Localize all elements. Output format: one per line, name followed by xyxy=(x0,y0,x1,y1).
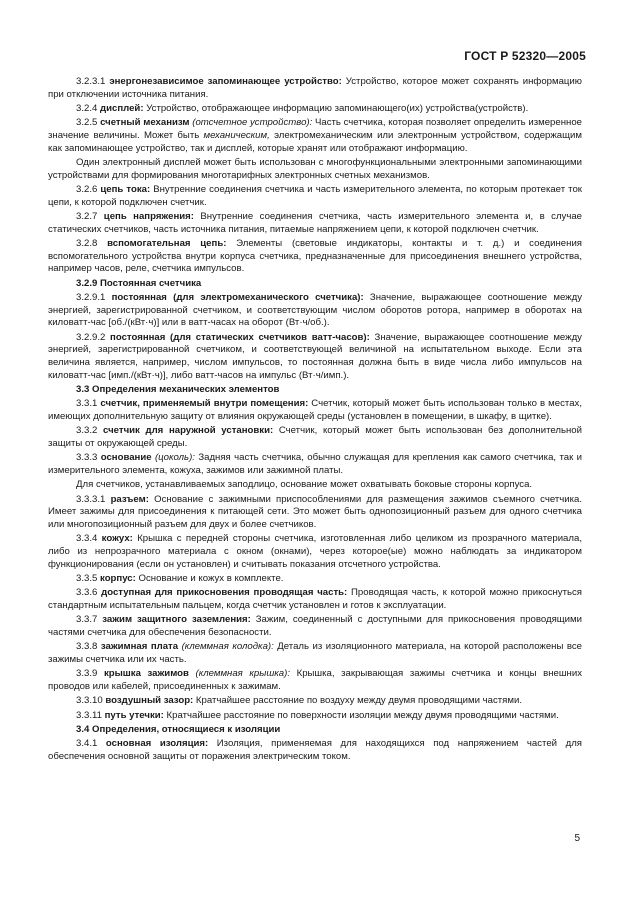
paragraph-3-3-5: 3.3.5 корпус: Основание и кожух в комплекте. xyxy=(76,573,284,585)
paragraph-3-2-8: 3.2.8 вспомогательная цепь: Элементы (световые индикаторы, контакты и т. д.) и соединения вспомогательного устройства внутри корпуса счетчика, предназначенные для присоединения внешнего устройства, например часов, реле, счетчика импульсов. xyxy=(48,238,582,275)
paragraph-3-3-9: 3.3.9 крышка зажимов (клеммная крышка): Крышка, закрывающая зажимы счетчика и концы внешних проводов или кабелей, присоединенных к зажимам. xyxy=(48,668,582,693)
paragraph-3-3-2: 3.3.2 счетчик для наружной установки: Счетчик, который может быть использован без дополнительной защиты от окружающей среды. xyxy=(48,425,582,450)
paragraph-3-2-4: 3.2.4 дисплей: Устройство, отображающее информацию запоминающего(их) устройства(устройств). xyxy=(76,103,529,114)
paragraph-3-3-4: 3.3.4 кожух: Крышка с передней стороны счетчика, изготовленная либо целиком из прозрачного материала, либо из непрозрачного материала с окном (окнами), через которое(ые) можно наблюдать за индикатором функционирования (если он установлен) и считывать показания отсчетного устройства. xyxy=(48,533,582,570)
paragraph-3-2-3-1: 3.2.3.1 энергонезависимое запоминающее устройство: Устройство, которое может сохранять информацию при отключении источника питания. xyxy=(48,76,582,100)
paragraph-note-flush: Для счетчиков, устанавливаемых заподлицо, основание может охватывать боковые стороны корпуса. xyxy=(76,479,533,491)
paragraph-3-4-1: 3.4.1 основная изоляция: Изоляция, применяемая для находящихся под напряжением частей для обеспечения основной защиты от поражения электрическим током. xyxy=(48,738,582,762)
paragraph-3-2-5: 3.2.5 счетный механизм (отсчетное устройство): Часть счетчика, которая позволяет определить измеренное значение величины. Может быть механическим, электромеханическим или электронным устройством, содержащим как запоминающее устройство, так и дисплей, которые хранят или отображают информацию. xyxy=(48,117,582,154)
paragraph-3-3-10: 3.3.10 воздушный зазор: Кратчайшее расстояние по воздуху между двумя проводящими частями. xyxy=(76,695,522,707)
paragraph-3-3-6: 3.3.6 доступная для прикосновения проводящая часть: Проводящая часть, к которой можно прикоснуться стандартным испытательным пальцем, когда счетчик установлен и готов к эксплуатации. xyxy=(48,587,582,612)
paragraph-3-3-3: 3.3.3 основание (цоколь): Задняя часть счетчика, обычно служащая для крепления как самого счетчика, так и измерительного элемента, кожуха, зажимов или зажимной платы. xyxy=(48,452,582,477)
paragraph-3-2-6: 3.2.6 цепь тока: Внутренние соединения счетчика и часть измерительного элемента, по которым протекает ток цепи, к которой подключен счетчик. xyxy=(48,184,582,208)
section-heading-3-4: 3.4 Определения, относящиеся к изоляции xyxy=(76,724,281,735)
paragraph-3-2-9-2: 3.2.9.2 постоянная (для статических счетчиков ватт-часов): Значение, выражающее соотношение между энергией, зарегистрированной счетчиком, и соответствующей величиной на испытательном выходе. Если эта величина является, например, числом импульсов, то постоянная должна быть в виде числа либо импульсов на киловатт-час [имп./(кВт·ч)], либо ватт-часов на импульс (Вт·ч/имп.). xyxy=(48,331,582,381)
paragraph-3-2-7: 3.2.7 цепь напряжения: Внутренние соединения счетчика, часть измерительного элемента и, в случае статических счетчиков, часть источника питания, питаемые напряжением цепи, к которой подключен счетчик. xyxy=(48,211,583,235)
paragraph-3-3-1: 3.3.1 счетчик, применяемый внутри помещения: Счетчик, который может быть использован только в местах, имеющих дополнительную защиту от влияния окружающей среды (установлен в помещении, в шкафу, в щитке). xyxy=(48,398,582,423)
paragraph-3-3-8: 3.3.8 зажимная плата (клеммная колодка): Деталь из изоляционного материала, на которой расположены все зажимы счетчика или их часть. xyxy=(48,641,582,666)
document-id: ГОСТ Р 52320—2005 xyxy=(464,49,586,63)
paragraph-3-3-11: 3.3.11 путь утечки: Кратчайшее расстояние по поверхности изоляции между двумя проводящими частями. xyxy=(76,709,559,721)
page-number: 5 xyxy=(574,833,580,844)
document-body xyxy=(48,76,582,765)
paragraph-3-3-3-1: 3.3.3.1 разъем: Основание с зажимными приспособлениями для размещения зажимов съемного счетчика. Имеет зажимы для присоединения к питающей сети. Это может быть однопозиционный разъем для одного счетчика или многопозиционный разъем для двух и более счетчиков. xyxy=(48,493,582,531)
paragraph-3-2-9-1: 3.2.9.1 постоянная (для электромеханического счетчика): Значение, выражающее соотношение между энергией, зарегистрированной счетчиком, и соответствующим числом оборотов ротора, например в оборотах на киловатт-час [об./(кВт·ч)] или в ватт-часах на оборот (Вт·ч/об.). xyxy=(48,292,582,329)
section-heading-3-3: 3.3 Определения механических элементов xyxy=(76,384,280,396)
paragraph-note-display: Один электронный дисплей может быть использован с многофункциональными электронными запоминающими устройствами для формирования многотарифных электронных счетных механизмов. xyxy=(48,157,582,181)
section-heading-3-2-9: 3.2.9 Постоянная счетчика xyxy=(76,277,202,289)
paragraph-3-3-7: 3.3.7 зажим защитного заземления: Зажим, соединенный с доступными для прикосновения проводящими частями счетчика для обеспечения безопасности. xyxy=(48,614,582,639)
